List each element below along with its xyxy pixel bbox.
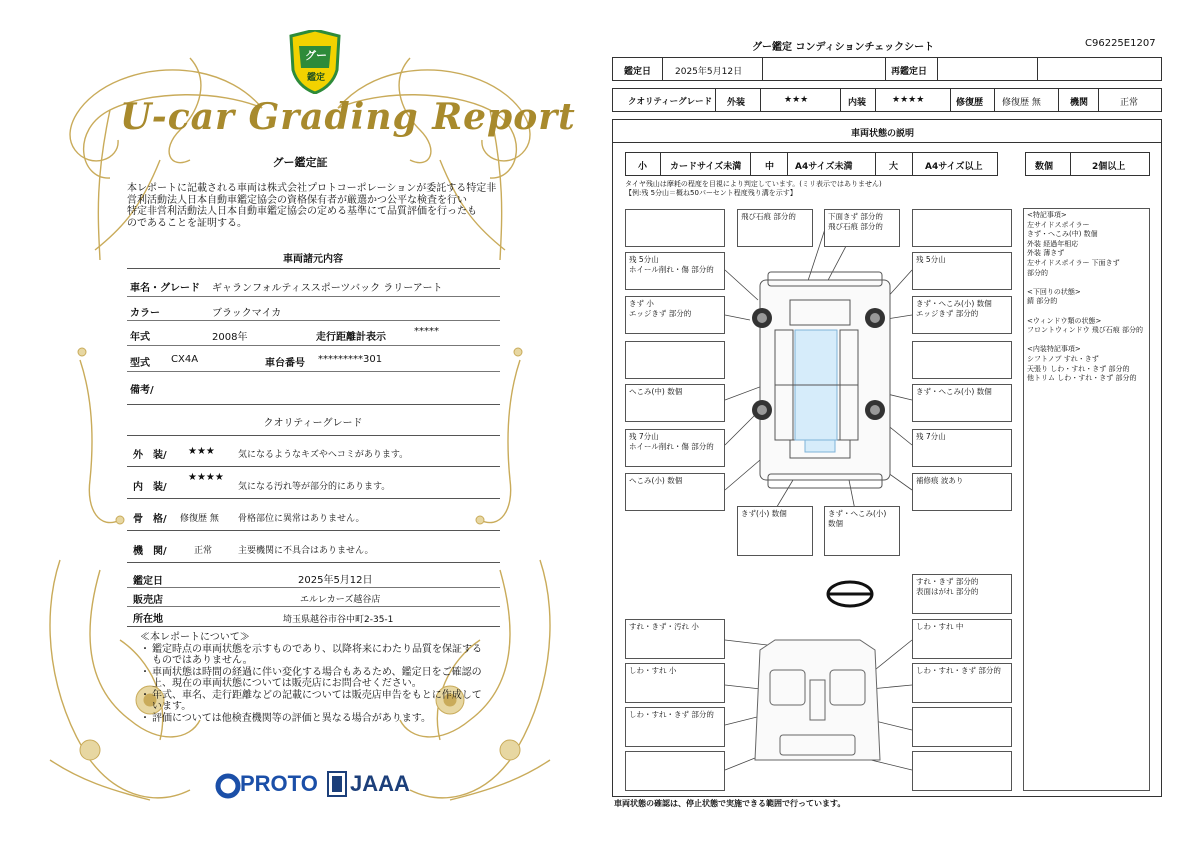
damage-box xyxy=(625,341,725,379)
report-notes xyxy=(140,632,490,724)
exterior-label: 外装 xyxy=(727,98,746,108)
divider xyxy=(127,371,500,372)
damage-box-right-6: 残 7分山 xyxy=(912,429,1012,467)
certificate-title: グー鑑定証 xyxy=(272,156,328,169)
model-label: 型式 xyxy=(130,358,150,369)
damage-box-right-2: 残 5分山 xyxy=(912,252,1012,290)
damage-box-bottom-right: きず・へこみ(小) 数個 xyxy=(824,506,900,556)
note-item: ・ 鑑定時点の車両状態を示すものであり、以降将来にわたり品質を保証するものではありません。 xyxy=(140,644,490,667)
remarks-label: 備考/ xyxy=(130,385,154,396)
divider xyxy=(127,626,500,627)
frame-value: 修復歴 無 xyxy=(180,514,219,524)
spec-section-title: 車両諸元内容 xyxy=(283,254,343,265)
divider xyxy=(127,498,500,499)
interior-stars: ★★★★ xyxy=(188,472,224,483)
shop-value: エルレカーズ越谷店 xyxy=(300,595,381,605)
size-count: 数個 xyxy=(1035,162,1054,172)
size-count-desc: 2個以上 xyxy=(1092,162,1126,172)
color-value: ブラックマイカ xyxy=(212,308,282,319)
damage-box-int-right-2: しわ・すれ・きず 部分的 xyxy=(912,663,1012,703)
frame-desc: 骨格部位に異常はありません。 xyxy=(238,514,365,524)
interior-label: 内装 xyxy=(848,98,867,108)
engine-label: 機 関/ xyxy=(133,546,167,557)
repair-value: 修復歴 無 xyxy=(1002,98,1041,108)
jaaa-logo-text: JAAA xyxy=(350,771,410,796)
mileage-value: ***** xyxy=(414,326,439,337)
damage-box-right-5: きず・へこみ(小) 数個 xyxy=(912,384,1012,422)
year-value: 2008年 xyxy=(212,332,248,343)
size-medium: 中 xyxy=(765,162,775,172)
address-label: 所在地 xyxy=(133,614,163,625)
engine-value: 正常 xyxy=(1120,98,1139,108)
address-value: 埼玉県越谷市谷中町2-35-1 xyxy=(283,615,394,625)
sheet-title: グー鑑定 コンディションチェックシート xyxy=(752,42,935,53)
engine-value: 正常 xyxy=(194,546,213,556)
footer-note: 車両状態の確認は、停止状態で実施できる範囲で行っています。 xyxy=(614,799,846,808)
divider xyxy=(127,587,500,588)
divider xyxy=(127,268,500,269)
damage-box xyxy=(625,209,725,247)
damage-box-left-6: 残 7分山 ホイール削れ・傷 部分的 xyxy=(625,429,725,467)
divider xyxy=(127,466,500,467)
damage-box-right-3: きず・へこみ(小) 数個 エッジきず 部分的 xyxy=(912,296,1012,334)
size-large-desc: A4サイズ以上 xyxy=(925,162,983,172)
condition-check-sheet xyxy=(600,0,1200,848)
repair-label: 修復歴 xyxy=(956,98,984,108)
interior-desc: 気になる汚れ等が部分的にあります。 xyxy=(238,482,391,492)
divider xyxy=(127,345,500,346)
reappraisal-label: 再鑑定日 xyxy=(891,67,928,77)
damage-box-left-7: へこみ(小) 数個 xyxy=(625,473,725,511)
damage-box-int-left-2: しわ・すれ 小 xyxy=(625,663,725,703)
badge-line1: グー xyxy=(305,49,327,62)
damage-box xyxy=(912,707,1012,747)
damage-box-steering: すれ・きず 部分的 表面はがれ 部分的 xyxy=(912,574,1012,614)
model-value: CX4A xyxy=(171,354,199,365)
jaaa-logo-icon xyxy=(326,770,348,798)
damage-box-bottom-left: きず(小) 数個 xyxy=(737,506,813,556)
sheet-code: C96225E1207 xyxy=(1085,38,1156,49)
damage-box-int-right-1: しわ・すれ 中 xyxy=(912,619,1012,659)
damage-box xyxy=(912,751,1012,791)
size-large: 大 xyxy=(889,162,899,172)
car-name-value: ギャランフォルティススポーツバック ラリーアート xyxy=(212,283,443,294)
shop-label: 販売店 xyxy=(133,595,163,606)
quality-section-title: クオリティーグレード xyxy=(263,418,363,429)
appraisal-date-label: 鑑定日 xyxy=(133,576,163,587)
engine-desc: 主要機関に不具合はありません。 xyxy=(238,546,374,556)
divider xyxy=(127,562,500,563)
badge-line2: 鑑定 xyxy=(306,73,325,83)
damage-box-int-left-3: しわ・すれ・きず 部分的 xyxy=(625,707,725,747)
divider xyxy=(127,320,500,321)
interior-stars: ★★★★ xyxy=(892,95,925,105)
mileage-label: 走行距離計表示 xyxy=(316,332,386,343)
exterior-stars: ★★★ xyxy=(188,446,215,457)
notes-title: ≪本レポートについて≫ xyxy=(140,632,250,643)
divider xyxy=(127,530,500,531)
condition-title: 車両状態の説明 xyxy=(851,129,915,139)
certificate-paragraph: 本レポートに記載される車両は株式会社プロトコーポレーションが委託する特定非 営利活動法人日本自動車鑑定協会の資格保有者が厳選かつ公平な検査を行い 特定非営利活動法人日本自動車鑑定協会の定める基準にて品質評価を行ったも のであることを証明する。 xyxy=(127,183,497,229)
exterior-stars: ★★★ xyxy=(784,95,809,105)
proto-logo-icon xyxy=(215,773,241,799)
divider xyxy=(127,404,500,405)
damage-box-int-left-1: すれ・きず・汚れ 小 xyxy=(625,619,725,659)
damage-box-right-7: 補修痕 波あり xyxy=(912,473,1012,511)
damage-box xyxy=(625,751,725,791)
appraisal-date-value: 2025年5月12日 xyxy=(675,67,743,77)
report-script-title: U-car Grading Report xyxy=(120,96,576,138)
engine-label: 機関 xyxy=(1070,98,1089,108)
chassis-value: *********301 xyxy=(318,354,383,365)
chassis-label: 車台番号 xyxy=(265,358,305,369)
quality-grade-label: クオリティーグレード xyxy=(628,97,713,107)
damage-box xyxy=(912,341,1012,379)
damage-box-left-2: 残 5分山 ホイール削れ・傷 部分的 xyxy=(625,252,725,290)
divider xyxy=(127,606,500,607)
damage-box xyxy=(912,209,1012,247)
goo-appraisal-badge xyxy=(287,30,343,94)
car-name-label: 車名・グレード xyxy=(130,283,200,294)
exterior-label: 外 装/ xyxy=(133,450,167,461)
divider xyxy=(127,435,500,436)
interior-label: 内 装/ xyxy=(133,482,167,493)
color-label: カラー xyxy=(130,308,160,319)
size-small: 小 xyxy=(638,162,648,172)
frame-label: 骨 格/ xyxy=(133,514,167,525)
damage-box-left-5: へこみ(中) 数個 xyxy=(625,384,725,422)
damage-box-top-right: 下面きず 部分的 飛び石痕 部分的 xyxy=(824,209,900,247)
note-item: ・ 年式、車名、走行距離などの記載については販売店申告をもとに作成しています。 xyxy=(140,690,490,713)
damage-box-left-3: きず 小 エッジきず 部分的 xyxy=(625,296,725,334)
year-label: 年式 xyxy=(130,332,150,343)
appraisal-date-value: 2025年5月12日 xyxy=(298,575,373,586)
note-item: ・ 評価については他検査機関等の評価と異なる場合があります。 xyxy=(140,713,490,725)
tire-note: タイヤ残山は摩耗の程度を目視により判定しています。(ミリ表示ではありません) 【例:残 5分山＝概ね50パーセント程度残り溝を示す】 xyxy=(625,180,882,197)
note-item: ・ 車両状態は時間の経過に伴い変化する場合もあるため、鑑定日をご確認の上、現在の車両状態については販売店にお問合せください。 xyxy=(140,667,490,690)
size-small-desc: カードサイズ未満 xyxy=(670,162,742,172)
size-medium-desc: A4サイズ未満 xyxy=(795,162,853,172)
divider xyxy=(127,296,500,297)
proto-logo-text: PROTO xyxy=(240,771,318,796)
exterior-desc: 気になるようなキズやヘコミがあります。 xyxy=(238,450,409,460)
damage-box-top-left: 飛び石痕 部分的 xyxy=(737,209,813,247)
appraisal-date-label: 鑑定日 xyxy=(624,67,652,77)
special-notes: <特記事項> 左サイドスポイラー きず・へこみ(中) 数個 外装 経過年相応 外装 薄きず 左サイドスポイラー 下面きず 部分的 <下回りの状態> 錆 部分的 <ウィンドウ類の状態> フロントウィンドウ 飛び石痕 部分的 <内装特記事項> シフトノブ すれ・きず 天張り しわ・すれ・きず 部分的 他トリム しわ・すれ・きず 部分的 xyxy=(1023,208,1150,791)
